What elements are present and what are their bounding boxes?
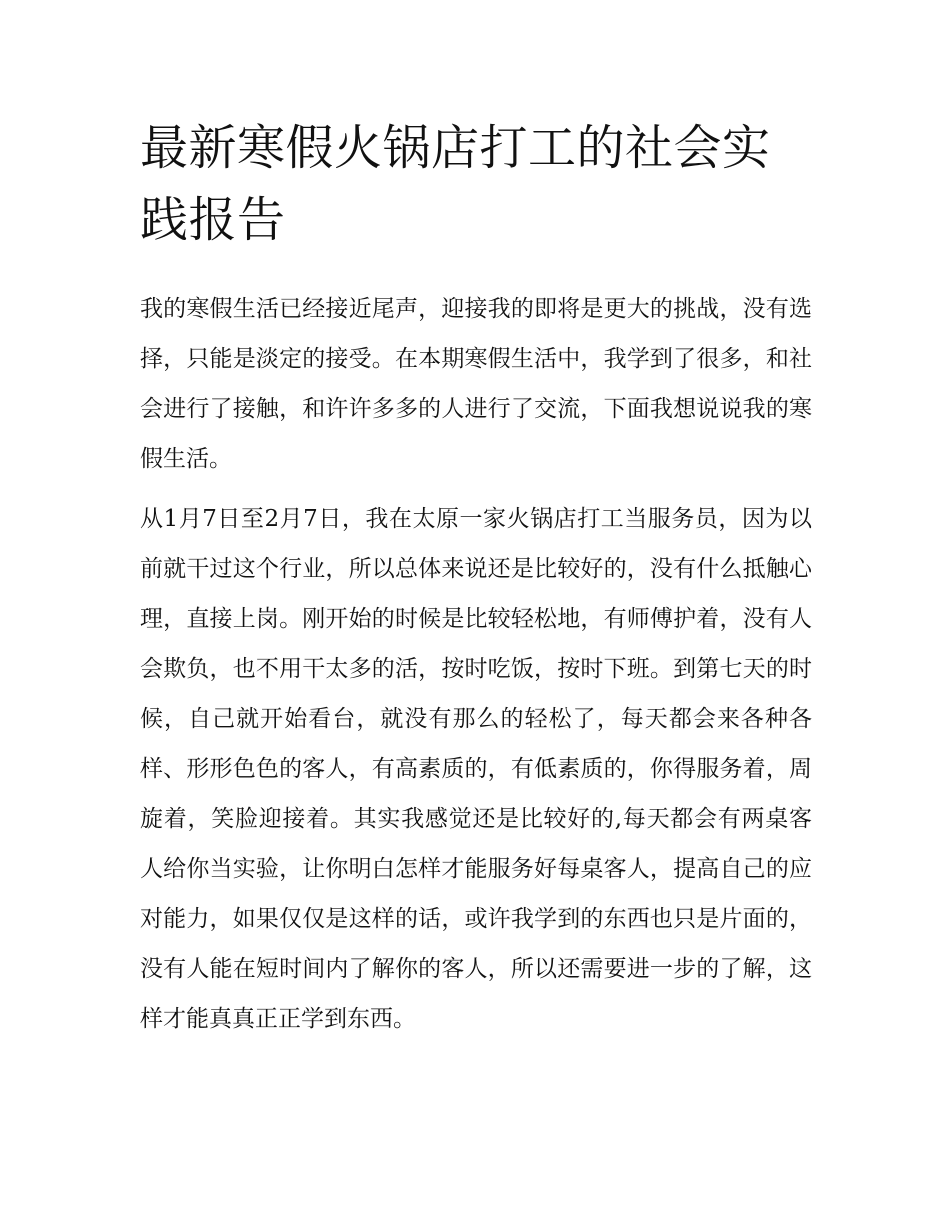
paragraph-work-experience: 从1月7日至2月7日，我在太原一家火锅店打工当服务员，因为以前就干过这个行业，所以总体来说还是比较好的，没有什么抵触心理，直接上岗。刚开始的时候是比较轻松地，有师傅护着，没有人会欺负，也不用干太多的活，按时吃饭，按时下班。到第七天的时候，自己就开始看台，就没有那么的轻松了，每天都会来各种各样、形形色色的客人，有高素质的，有低素质的，你得服务着，周旋着，笑脸迎接着。其实我感觉还是比较好的,每天都会有两桌客人给你当实验，让你明白怎样才能服务好每桌客人，提高自己的应对能力，如果仅仅是这样的话，或许我学到的东西也只是片面的，没有人能在短时间内了解你的客人，所以还需要进一步的了解，这样才能真真正正学到东西。 bbox=[140, 506, 812, 1032]
paragraph-intro: 我的寒假生活已经接近尾声，迎接我的即将是更大的挑战，没有选择，只能是淡定的接受。在本期寒假生活中，我学到了很多，和社会进行了接触，和许许多多的人进行了交流，下面我想说说我的寒假生活。 bbox=[140, 296, 812, 472]
document-body bbox=[140, 112, 812, 1044]
document-title: 最新寒假火锅店打工的社会实践报告 bbox=[140, 120, 771, 248]
